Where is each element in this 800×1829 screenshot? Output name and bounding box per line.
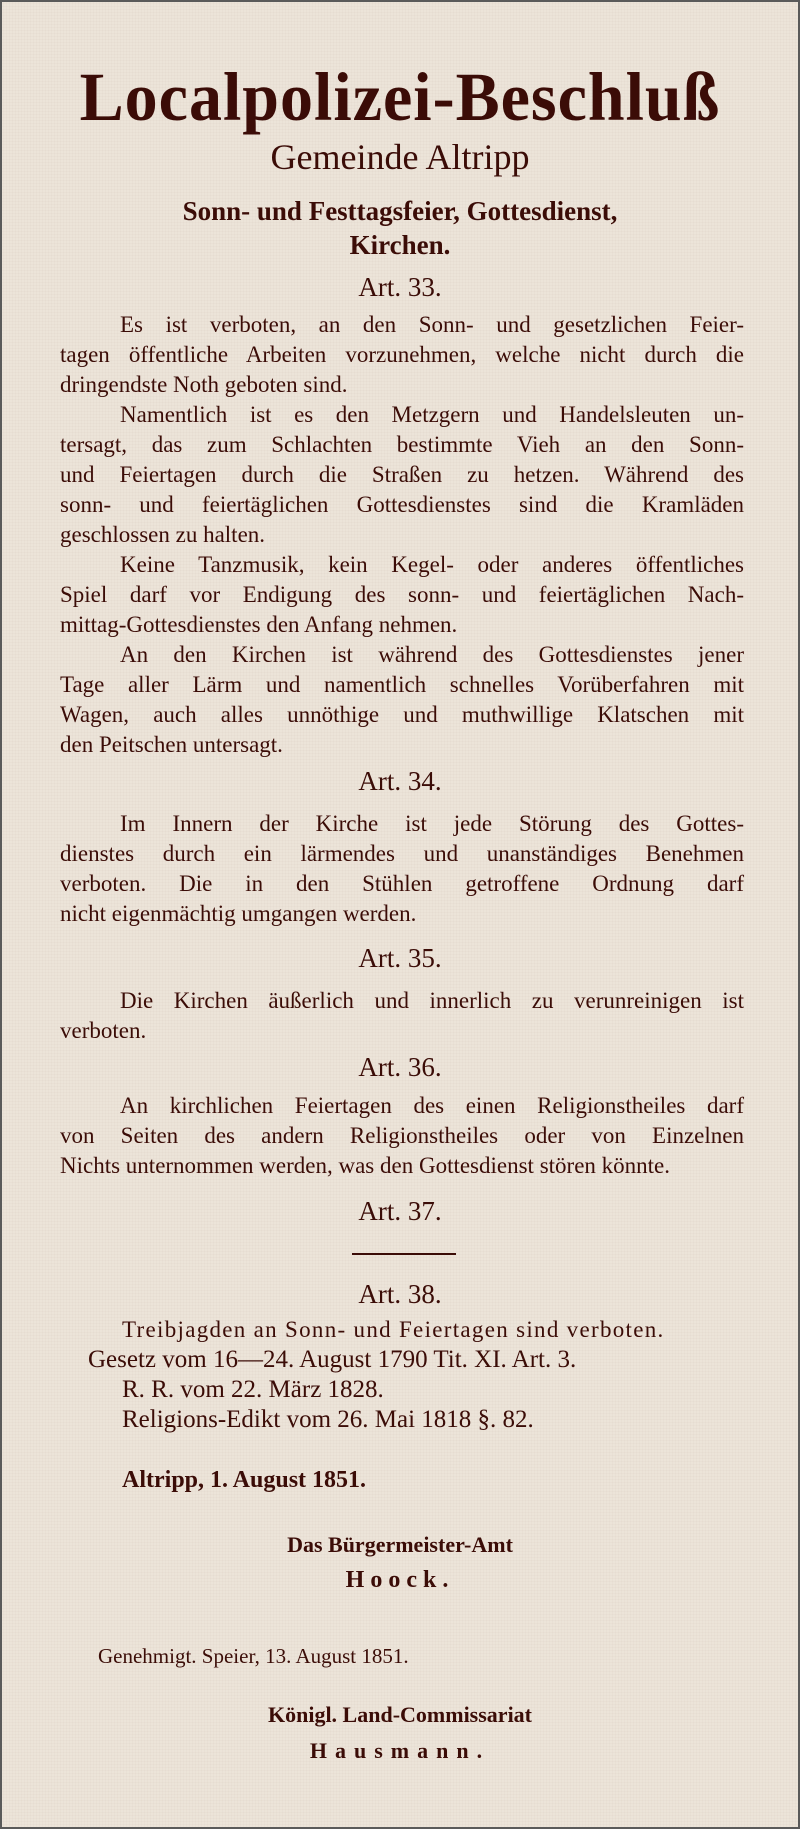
topic-line-1: Sonn- und Festtagsfeier, Gottesdienst, — [182, 196, 618, 226]
divider — [352, 1253, 456, 1255]
text-line: geschlossen zu halten. — [60, 522, 266, 547]
approving-office: Königl. Land-Commissariat — [267, 1702, 533, 1727]
text-line: Nichts unternommen werden, was den Gottesdienst stören könnte. — [60, 1153, 671, 1178]
approval-note: Genehmigt. Speier, 13. August 1851. — [98, 1644, 409, 1668]
signature-hausmann: Hausmann. — [309, 1738, 491, 1763]
text-line: den Peitschen untersagt. — [60, 732, 283, 757]
article-heading-38: Art. 38. — [358, 1279, 442, 1309]
text-line: verboten. Die in den Stühlen getroffene Ordnung darf — [60, 871, 744, 896]
reference-3: Religions-Edikt vom 26. Mai 1818 §. 82. — [122, 1406, 534, 1433]
article-heading-36: Art. 36. — [358, 1052, 442, 1082]
text-line: tagen öffentliche Arbeiten vorzunehmen, welche nicht durch die — [60, 342, 744, 367]
text-line: dienstes durch ein lärmendes und unanständiges Benehmen — [60, 841, 744, 866]
article-38-text: Treibjagden an Sonn- und Feiertagen sind verboten. — [122, 1317, 665, 1342]
article-heading-35: Art. 35. — [358, 943, 442, 973]
municipality-name: Gemeinde Altripp — [270, 137, 530, 177]
article-body-33 — [60, 310, 744, 760]
reference-2: R. R. vom 22. März 1828. — [122, 1376, 384, 1403]
text-line: mittag-Gottesdienstes den Anfang nehmen. — [60, 612, 458, 637]
text-line: tersagt, das zum Schlachten bestimmte Vieh an den Sonn- — [60, 432, 744, 457]
text-line: Tage aller Lärm und namentlich schnelles Vorüberfahren mit — [60, 672, 744, 697]
reference-1: Gesetz vom 16—24. August 1790 Tit. XI. Art. 3. — [88, 1346, 577, 1373]
article-heading-34: Art. 34. — [358, 766, 442, 796]
text-line: An kirchlichen Feiertagen des einen Religionstheiles darf — [120, 1093, 744, 1118]
document-page — [2, 2, 798, 1827]
signature-hoock: Hoock. — [345, 1567, 455, 1593]
article-heading-33: Art. 33. — [358, 272, 442, 302]
article-body-34 — [60, 809, 744, 929]
issuing-authority: Das Bürgermeister-Amt — [287, 1532, 513, 1557]
topic-line-2: Kirchen. — [349, 230, 451, 260]
text-line: Wagen, auch alles unnöthige und muthwillige Klatschen mit — [60, 702, 744, 727]
text-line: Keine Tanzmusik, kein Kegel- oder anderes öffentliches — [120, 552, 744, 577]
place-date: Altripp, 1. August 1851. — [122, 1467, 367, 1493]
text-line: verboten. — [60, 1018, 147, 1043]
text-line: An den Kirchen ist während des Gottesdienstes jener — [120, 642, 744, 667]
text-line: dringendste Noth geboten sind. — [60, 372, 348, 397]
article-heading-37: Art. 37. — [358, 1196, 442, 1226]
article-body-35 — [60, 986, 744, 1046]
text-line: sonn- und feiertäglichen Gottesdienstes sind die Kramläden — [60, 492, 744, 517]
text-line: Es ist verboten, an den Sonn- und gesetzlichen Feier- — [120, 312, 744, 337]
text-line: von Seiten des andern Religionstheiles oder von Einzelnen — [60, 1123, 744, 1148]
document-title: Localpolizei-Beschluß — [79, 59, 721, 136]
text-line: und Feiertagen durch die Straßen zu hetzen. Während des — [60, 462, 744, 487]
text-line: Spiel darf vor Endigung des sonn- und feiertäglichen Nach- — [60, 582, 744, 607]
text-line: nicht eigenmächtig umgangen werden. — [60, 901, 417, 926]
text-line: Namentlich ist es den Metzgern und Handelsleuten un- — [120, 402, 744, 427]
text-line: Im Innern der Kirche ist jede Störung des Gottes- — [120, 811, 744, 836]
article-body-36 — [60, 1091, 744, 1181]
text-line: Die Kirchen äußerlich und innerlich zu verunreinigen ist — [120, 988, 744, 1013]
